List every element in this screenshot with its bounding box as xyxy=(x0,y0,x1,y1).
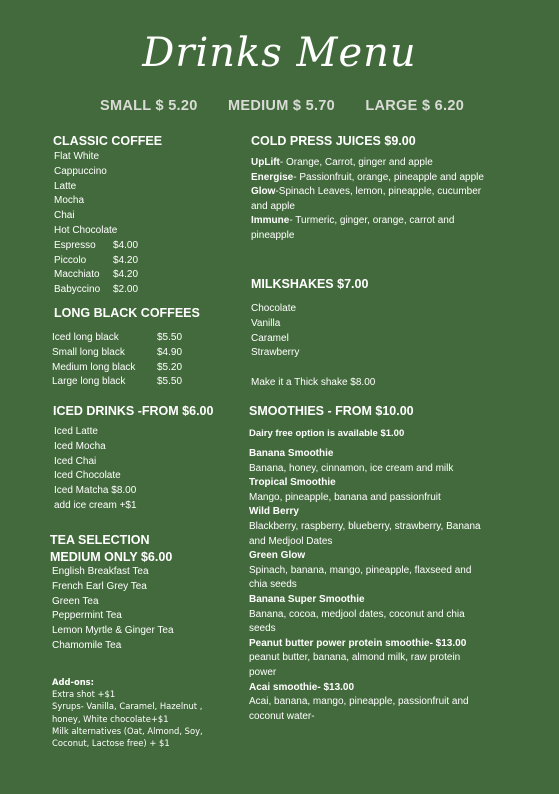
addon-line: Coconut, Lactose free) + $1 xyxy=(52,738,170,749)
list-item: Caramel xyxy=(251,332,289,344)
addon-line: Extra shot +$1 xyxy=(52,689,116,700)
list-item: Chai xyxy=(54,210,75,222)
list-item: Energise- Passionfruit, orange, pineapple and apple xyxy=(251,171,484,183)
list-item: French Earl Grey Tea xyxy=(52,580,147,592)
iced-drinks-heading: ICED DRINKS -FROM $6.00 xyxy=(53,404,214,418)
dairy-free-note: Dairy free option is available $1.00 xyxy=(249,428,405,439)
iced-drinks-list xyxy=(54,425,137,514)
list-item: Flat White xyxy=(54,151,100,162)
list-item: Babyccino $2.00 xyxy=(54,284,139,296)
list-item: Lemon Myrtle & Ginger Tea xyxy=(52,625,174,637)
list-item: Iced Matcha $8.00 xyxy=(54,485,137,497)
list-item: Hot Chocolate xyxy=(54,224,118,236)
smoothie-desc: power xyxy=(249,666,277,678)
smoothie-name: Acai smoothie- $13.00 xyxy=(249,681,355,693)
list-item: Iced Mocha xyxy=(54,440,106,452)
smoothie-desc: Mango, pineapple, banana and passionfruit xyxy=(249,491,441,503)
smoothie-name: Peanut butter power protein smoothie- $13.00 xyxy=(249,637,467,649)
smoothie-desc: Banana, honey, cinnamon, ice cream and milk xyxy=(249,462,454,474)
list-item: Immune- Turmeric, ginger, orange, carrot and xyxy=(251,215,455,227)
size-small: SMALL $ 5.20 xyxy=(100,98,198,114)
list-item: Chocolate xyxy=(251,303,297,314)
smoothie-name: Banana Super Smoothie xyxy=(249,593,365,605)
list-item: and apple xyxy=(251,200,295,212)
addon-line: honey, White chocolate+$1 xyxy=(52,713,169,724)
smoothies-heading: SMOOTHIES - FROM $10.00 xyxy=(249,404,414,418)
smoothie-desc: coconut water- xyxy=(249,710,315,722)
smoothie-desc: Acai, banana, mango, pineapple, passionfruit and xyxy=(249,696,469,708)
list-item: Large long black $5.50 xyxy=(52,376,183,388)
tea-heading-line2: MEDIUM ONLY $6.00 xyxy=(50,550,173,564)
list-item: Strawberry xyxy=(251,347,300,359)
list-item: Iced Chai xyxy=(54,455,97,467)
size-medium: MEDIUM $ 5.70 xyxy=(227,98,336,114)
milkshakes-heading: MILKSHAKES $7.00 xyxy=(251,277,369,291)
long-black-heading: LONG BLACK COFFEES xyxy=(54,306,200,320)
list-item: add ice cream +$1 xyxy=(54,499,137,511)
list-item: Glow-Spinach Leaves, lemon, pineapple, cucumber xyxy=(251,186,482,198)
list-item: Peppermint Tea xyxy=(52,610,122,622)
list-item: UpLift- Orange, Carrot, ginger and apple xyxy=(251,157,433,168)
milkshakes-list xyxy=(251,302,299,361)
list-item: Iced long black $5.50 xyxy=(52,332,183,343)
addons-block xyxy=(52,676,203,749)
list-item: Iced Chocolate xyxy=(54,470,121,482)
list-item: Chamomile Tea xyxy=(52,639,122,651)
list-item: Medium long black $5.20 xyxy=(52,361,183,373)
addon-line: Syrups- Vanilla, Caramel, Hazelnut , xyxy=(52,701,203,712)
smoothies-list xyxy=(249,447,554,724)
list-item: pineapple xyxy=(251,229,295,241)
smoothie-desc: chia seeds xyxy=(249,579,297,591)
list-item: Latte xyxy=(54,180,77,192)
tea-heading xyxy=(50,532,172,566)
tea-list xyxy=(52,565,174,654)
juices-list xyxy=(251,156,551,244)
list-item: Macchiato $4.20 xyxy=(54,269,139,281)
list-item: English Breakfast Tea xyxy=(52,566,149,577)
smoothie-desc: Banana, cocoa, medjool dates, coconut and chia xyxy=(249,608,465,620)
smoothie-desc: Spinach, banana, mango, pineapple, flaxseed and xyxy=(249,564,472,576)
smoothie-desc: seeds xyxy=(249,623,276,635)
size-prices xyxy=(100,98,490,114)
smoothie-desc: Blackberry, raspberry, blueberry, strawberry, Banana xyxy=(249,520,481,532)
long-black-list xyxy=(52,331,182,390)
smoothie-desc: and Medjool Dates xyxy=(249,535,333,547)
smoothie-desc: peanut butter, banana, almond milk, raw protein xyxy=(249,652,461,664)
list-item: Vanilla xyxy=(251,317,281,329)
smoothie-name: Banana Smoothie xyxy=(249,448,334,459)
classic-coffee-list xyxy=(54,150,138,298)
smoothie-name: Tropical Smoothie xyxy=(249,477,336,489)
list-item: Iced Latte xyxy=(54,426,98,437)
list-item: Mocha xyxy=(54,195,85,207)
juices-heading: COLD PRESS JUICES $9.00 xyxy=(251,134,416,148)
list-item: Green Tea xyxy=(52,595,99,607)
menu-title: Drinks Menu xyxy=(142,30,417,76)
smoothie-name: Wild Berry xyxy=(249,506,299,518)
addons-heading: Add-ons: xyxy=(52,677,94,687)
thick-shake-note: Make it a Thick shake $8.00 xyxy=(251,377,376,388)
size-large: LARGE $ 6.20 xyxy=(365,98,465,114)
smoothie-name: Green Glow xyxy=(249,550,306,562)
tea-heading-line1: TEA SELECTION xyxy=(50,533,150,547)
list-item: Piccolo $4.20 xyxy=(54,254,139,266)
list-item: Small long black $4.90 xyxy=(52,346,183,358)
list-item: Cappuccino xyxy=(54,165,107,177)
list-item: Espresso $4.00 xyxy=(54,239,139,251)
classic-coffee-heading: CLASSIC COFFEE xyxy=(53,134,163,148)
addon-line: Milk alternatives (Oat, Almond, Soy, xyxy=(52,725,203,736)
